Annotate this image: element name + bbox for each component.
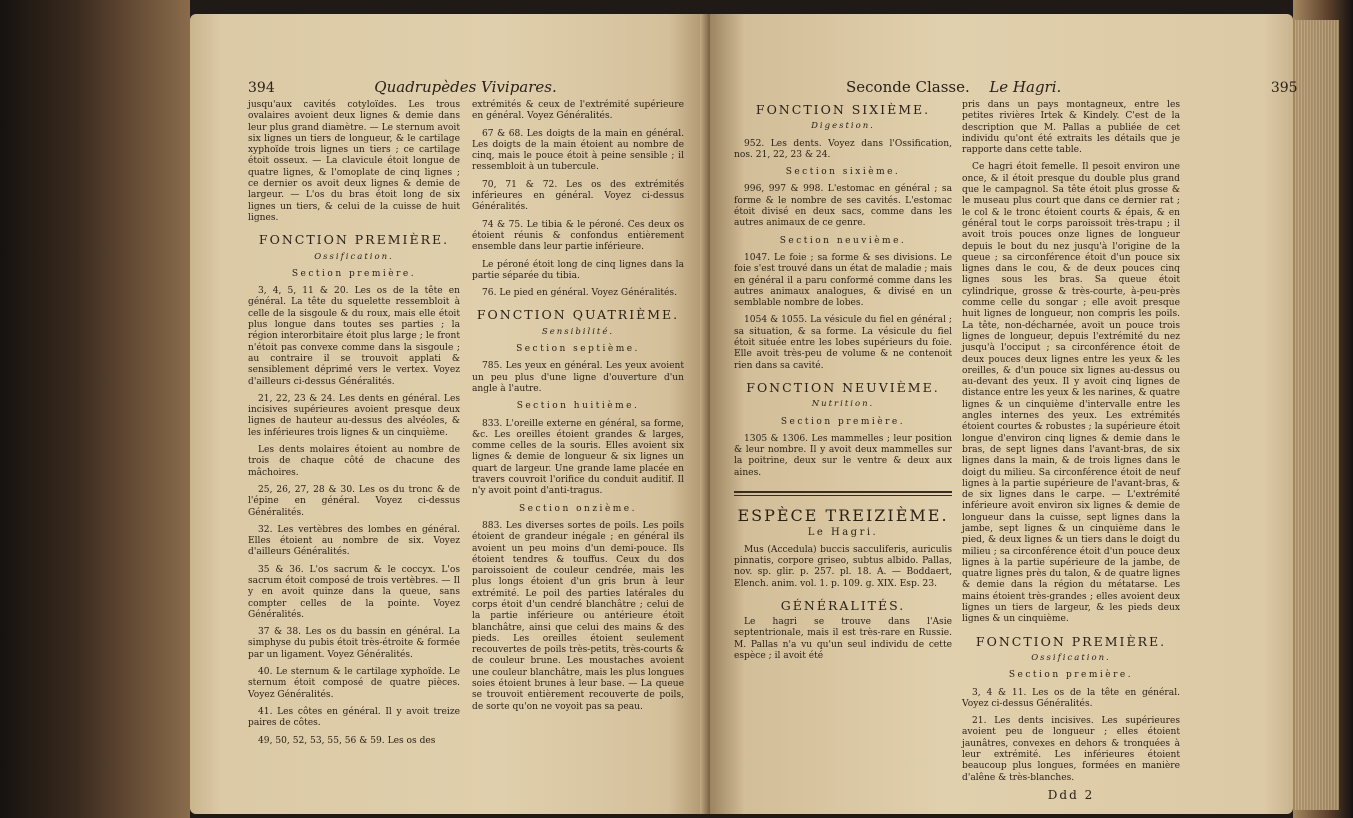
espece-heading: ESPÈCE TREIZIÈME. bbox=[737, 506, 949, 526]
section-heading: Section première. bbox=[1008, 670, 1134, 681]
section-heading: Section neuvième. bbox=[779, 235, 907, 246]
left-column-2 bbox=[472, 100, 684, 719]
paragraph: 3, 4, 5, 11 & 20. Les os de la tête en général. La tête du squelette ressembloit à celle de la sisgoule & du roux, mais elle étoit plus longue dans toutes ses parties ; la région interorbitaire étoit plus large ; le front n'étoit pas convexe comme dans la sisgoule ; au contraire il se trouvoit applati & sensiblement déprimé vers le vertex. Voyez d'ailleurs ci-dessus Généralités. bbox=[248, 286, 460, 387]
paragraph: 996, 997 & 998. L'estomac en général ; sa forme & le nombre de ses cavités. L'estomac étoit divisé en deux sacs, comme dans les autres animaux de ce genre. bbox=[734, 184, 952, 229]
section-rule bbox=[734, 491, 952, 496]
section-heading: Section première. bbox=[780, 416, 906, 427]
fonction-subheading: Digestion. bbox=[811, 121, 875, 132]
paragraph: Les dents molaires étoient au nombre de trois de chaque côté de chacune des mâchoires. bbox=[248, 445, 460, 478]
fonction-subheading: Sensibilité. bbox=[541, 326, 615, 337]
paragraph: 21, 22, 23 & 24. Les dents en général. Les incisives supérieures avoient presque deux lignes de hauteur au-dessus des alvéoles, & les inférieures trois lignes & un cinquième. bbox=[248, 393, 460, 438]
right-running-title-b: Le Hagri. bbox=[989, 78, 1062, 96]
fonction-subheading: Ossification. bbox=[1031, 652, 1111, 663]
right-running-head bbox=[846, 78, 1298, 96]
left-running-head bbox=[248, 78, 557, 96]
paragraph: 35 & 36. L'os sacrum & le coccyx. L'os sacrum étoit composé de trois vertèbres. — Il y en avoit quinze dans la queue, sans compter celles de la pointe. Voyez Généralités. bbox=[248, 564, 460, 620]
book-edge-left bbox=[0, 0, 190, 818]
right-page bbox=[710, 14, 1298, 814]
paragraph: 74 & 75. Le tibia & le péroné. Ces deux os étoient réunis & confondus entièrement ensemble dans leur partie inférieure. bbox=[472, 219, 684, 253]
paragraph: 785. Les yeux en général. Les yeux avoient un peu plus d'une ligne d'ouverture d'un angle à l'autre. bbox=[472, 361, 684, 394]
fonction-heading: FONCTION QUATRIÈME. bbox=[476, 307, 680, 323]
section-heading: Section sixième. bbox=[785, 167, 901, 178]
right-column-2 bbox=[962, 100, 1180, 801]
left-column-1 bbox=[248, 100, 460, 753]
paragraph: 41. Les côtes en général. Il y avoit treize paires de côtes. bbox=[248, 706, 460, 729]
paragraph: 76. Le pied en général. Voyez Généralités. bbox=[482, 288, 677, 299]
paragraph: 37 & 38. Les os du bassin en général. La simphyse du pubis étoit très-étroite & formée par un ligament. Voyez Généralités. bbox=[248, 627, 460, 660]
left-page bbox=[190, 14, 710, 814]
fonction-heading: FONCTION NEUVIÈME. bbox=[746, 379, 940, 395]
section-heading: Section onzième. bbox=[519, 503, 637, 514]
left-running-title: Quadrupèdes Vivipares. bbox=[374, 78, 557, 96]
left-page-number: 394 bbox=[248, 80, 275, 96]
fonction-subheading: Ossification. bbox=[314, 251, 394, 262]
paragraph: Ce hagri étoit femelle. Il pesoit environ une once, & il étoit presque du double plus grand que le campagnol. Sa tête étoit plus grosse & le museau plus court que dans ce dernier rat ; le col & le tronc étoient courts & épais, & en général tout le corps paroissoit très-trapu ; il avoit trois pouces onze lignes de longueur depuis le bout du nez jusqu'à l'origine de la queue ; sa circonférence étoit d'un pouce six lignes dans le cou, & de deux pouces cinq lignes sous les bras. Sa queue étoit cylindrique, grosse & très-courte, à-peu-près comme celle du songar ; elle avoit presque huit lignes de longueur, non compris les poils. La tête, non-décharnée, avoit un pouce trois lignes de longueur, depuis l'extrémité du nez jusqu'à l'occiput ; sa circonférence étoit de deux pouces deux lignes entre les yeux & les oreilles, & d'un pouce six lignes au-dessus ou au-devant des yeux. Il y avoit cinq lignes de distance entre les yeux & les narines, & quatre lignes & un cinquième d'intervalle entre les angles internes des yeux. Les extrémités étoient courtes & robustes ; la supérieure étoit longue d'environ cinq lignes & demie dans le bras, de sept lignes dans l'avant-bras, de six lignes dans la main, & de trois lignes dans le doigt du milieu. Sa circonférence étoit de neuf lignes à la partie supérieure de l'avant-bras, & de six lignes dans le carpe. — L'extrémité inférieure avoit environ six lignes & demie de longueur dans la cuisse, sept lignes dans la jambe, sept lignes & un cinquième dans le pied, & deux lignes & un tiers dans le doigt du milieu ; sa circonférence étoit d'un pouce deux lignes à la partie supérieure de la jambe, de quatre lignes près du talon, & de quatre lignes & demie dans la région du métatarse. Les mains étoient très-grandes ; elles avoient deux lignes un tiers de largeur, & les pieds deux lignes & un cinquième. bbox=[962, 162, 1180, 625]
generalites-heading: GÉNÉRALITÉS. bbox=[780, 597, 906, 613]
paragraph: 40. Le sternum & le cartilage xyphoïde. Le sternum étoit composé de quatre pièces. Voyez Généralités. bbox=[248, 667, 460, 700]
fonction-heading: FONCTION PREMIÈRE. bbox=[258, 232, 450, 248]
paragraph: 1305 & 1306. Les mammelles ; leur position & leur nombre. Il y avoit deux mammelles sur la poitrine, deux sur le ventre & deux aux aines. bbox=[734, 433, 952, 478]
paragraph: 952. Les dents. Voyez dans l'Ossification, nos. 21, 22, 23 & 24. bbox=[734, 138, 952, 160]
paragraph: Mus (Accedula) buccis sacculiferis, auriculis pinnatis, corpore griseo, subtus albido. Pallas, nov. sp. glir. p. 257. pl. 18. A. — Boddaert, Elench. anim. vol. 1. p. 109. g. XIX. Esp. 23. bbox=[734, 544, 952, 589]
paragraph: 49, 50, 52, 53, 55, 56 & 59. Les os des bbox=[258, 735, 436, 746]
paragraph: 21. Les dents incisives. Les supérieures avoient peu de longueur ; elles étoient jaunâtres, convexes en dehors & tronquées à leur extrémité. Les inférieures étoient beaucoup plus longues, formées en manière d'alêne & très-blanches. bbox=[962, 716, 1180, 783]
paragraph: Le hagri se trouve dans l'Asie septentrionale, mais il est très-rare en Russie. M. Pallas n'a vu qu'un seul individu de cette espèce ; il avoit été bbox=[734, 617, 952, 661]
paragraph: 32. Les vertèbres des lombes en général. Elles étoient au nombre de six. Voyez d'ailleurs Généralités. bbox=[248, 524, 460, 558]
section-heading: Section septième. bbox=[516, 344, 640, 355]
paragraph: Le péroné étoit long de cinq lignes dans la partie séparée du tibia. bbox=[472, 259, 684, 281]
paragraph: jusqu'aux cavités cotyloïdes. Les trous ovalaires avoient deux lignes & demie dans leur plus grand diamètre. — Le sternum avoit six lignes un tiers de longueur, & le cartilage xyphoïde trois lignes un tiers ; ce cartilage étoit osseux. — La clavicule étoit longue de quatre lignes, & l'omoplate de cinq lignes ; ce dernier os avoit deux lignes & demie de largeur. — L'os du bras étoit long de six lignes un tiers, & celui de la cuisse de huit lignes. bbox=[248, 100, 460, 223]
paragraph: extrémités & ceux de l'extrémité supérieure en général. Voyez Généralités. bbox=[472, 100, 684, 122]
signature-mark: Ddd 2 bbox=[1047, 787, 1095, 802]
fonction-heading: FONCTION PREMIÈRE. bbox=[975, 633, 1167, 649]
paragraph: 1054 & 1055. La vésicule du fiel en général ; sa situation, & sa forme. La vésicule du fiel étoit située entre les lobes supérieurs du foie. Elle avoit très-peu de volume & ne contenoit rien dans sa cavité. bbox=[734, 315, 952, 371]
right-column-1 bbox=[734, 100, 952, 668]
paragraph: 25, 26, 27, 28 & 30. Les os du tronc & de l'épine en général. Voyez ci-dessus Généralités. bbox=[248, 484, 460, 518]
paragraph: 3, 4 & 11. Les os de la tête en général. Voyez ci-dessus Généralités. bbox=[962, 687, 1180, 709]
paragraph: pris dans un pays montagneux, entre les petites rivières Irtek & Kindely. C'est de la description que M. Pallas a publiée de cet individu qu'ont été extraits les détails que je rapporte dans cette table. bbox=[962, 100, 1180, 156]
paragraph: 70, 71 & 72. Les os des extrémités inférieures en général. Voyez ci-dessus Généralités. bbox=[472, 179, 684, 213]
paragraph: 67 & 68. Les doigts de la main en général. Les doigts de la main étoient au nombre de cinq, mais le pouce étoit à peine sensible ; il ressembloit à un tubercule. bbox=[472, 128, 684, 173]
paragraph: 883. Les diverses sortes de poils. Les poils étoient de grandeur inégale ; en général ils avoient un peu moins d'un demi-pouce. Ils étoient tendres & touffus. Ceux du dos paroissoient de couleur cendrée, mais les plus longs étoient d'un gris brun à leur extrémité. Le poil des parties latérales du corps étoit d'un cendré blanchâtre ; celui de la partie inférieure ou antérieure étoit blanchâtre, ainsi que celui des mains & des pieds. Les oreilles étoient seulement recouvertes de poils très-petits, très-courts & de couleur brune. Les moustaches avoient une couleur blanchâtre, mais les plus longues soies étoient brunes à leur base. — La queue se trouvoit entièrement recouverte de poils, de sorte qu'on ne voyoit pas sa peau. bbox=[472, 520, 684, 712]
section-heading: Section huitième. bbox=[516, 401, 640, 412]
right-running-title-a: Seconde Classe. bbox=[846, 78, 970, 96]
page-stack-right bbox=[1295, 20, 1339, 810]
paragraph: 1047. Le foie ; sa forme & ses divisions. Le foie s'est trouvé dans un état de maladie ; mais en général il a paru conformé comme dans les autres animaux analogues, & divisé en un semblable nombre de lobes. bbox=[734, 252, 952, 309]
paragraph: 833. L'oreille externe en général, sa forme, &c. Les oreilles étoient grandes & larges, comme celles de la souris. Elles avoient six lignes & demie de longueur & six lignes un quart de largeur. Une grande lame placée en travers couvroit l'orifice du conduit auditif. Il n'y avoit point d'anti-tragus. bbox=[472, 418, 684, 497]
species-name: Le Hagri. bbox=[807, 527, 879, 539]
fonction-subheading: Nutrition. bbox=[811, 399, 875, 410]
section-heading: Section première. bbox=[291, 268, 417, 279]
fonction-heading: FONCTION SIXIÈME. bbox=[755, 102, 931, 117]
right-page-number: 395 bbox=[1270, 80, 1298, 96]
